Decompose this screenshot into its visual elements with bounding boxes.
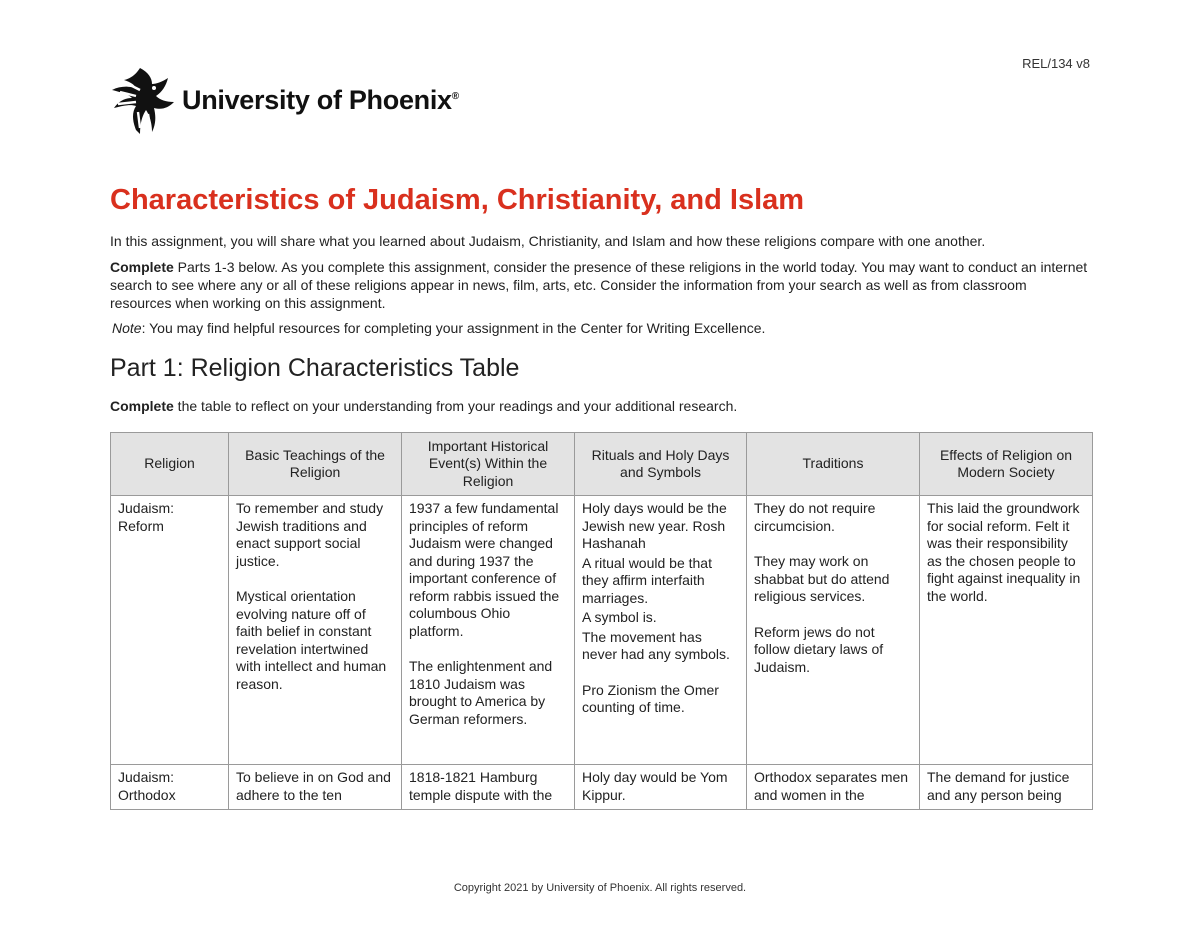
religion-characteristics-table <box>110 432 1093 810</box>
header-historical-events: Important Historical Event(s) Within the Religion <box>402 433 575 496</box>
cell-text: The enlightenment and 1810 Judaism was brought to America by German reformers. <box>409 658 553 727</box>
cell-traditions[interactable]: Orthodox separates men and women in the <box>747 765 920 810</box>
note-label: Note <box>112 320 142 336</box>
table-row <box>111 496 1093 765</box>
cell-effects[interactable]: The demand for justice and any person being <box>920 765 1093 810</box>
header-basic-teachings: Basic Teachings of the Religion <box>229 433 402 496</box>
cell-effects[interactable] <box>920 496 1093 765</box>
cell-rituals[interactable] <box>575 496 747 765</box>
header-rituals: Rituals and Holy Days and Symbols <box>575 433 747 496</box>
part1-heading: Part 1: Religion Characteristics Table <box>110 354 520 382</box>
cell-text: To remember and study Jewish traditions and enact support social justice. <box>236 500 384 569</box>
cell-history[interactable] <box>402 496 575 765</box>
cell-rituals[interactable]: Holy day would be Yom Kippur. <box>575 765 747 810</box>
header-religion: Religion <box>111 433 229 496</box>
logo-wordmark <box>182 85 459 116</box>
note-text: : You may find helpful resources for completing your assignment in the Center for Writing Excellence. <box>141 320 766 336</box>
phoenix-bird-icon <box>110 64 176 136</box>
cell-history[interactable]: 1818-1821 Hamburg temple dispute with the <box>402 765 575 810</box>
note-paragraph <box>112 319 1092 337</box>
table-header-row <box>111 433 1093 496</box>
cell-teachings[interactable] <box>229 496 402 765</box>
instructions-text: Parts 1-3 below. As you complete this assignment, consider the presence of these religions in the world today. You may want to conduct an internet search to see where any or all of these religions appear in news, film, arts, etc. Consider the information from your search as well as from classroom resources when working on this assignment. <box>110 259 1088 311</box>
cell-text: They may work on shabbat but do attend religious services. <box>754 553 890 604</box>
cell-text: A symbol is. <box>582 609 657 625</box>
page-title: Characteristics of Judaism, Christianity, and Islam <box>110 184 805 216</box>
cell-traditions[interactable] <box>747 496 920 765</box>
cell-text: The movement has never had any symbols. <box>582 628 730 662</box>
registered-mark: ® <box>451 90 459 102</box>
instructions-bold: Complete <box>110 259 174 275</box>
part1-instruction <box>110 397 1090 415</box>
part1-instruction-text: the table to reflect on your understanding from your readings and your additional research. <box>173 398 738 414</box>
cell-text: Holy days would be the Jewish new year. Rosh Hashanah <box>582 500 727 551</box>
instructions-paragraph <box>110 258 1090 312</box>
cell-text: This laid the groundwork for social reform. Felt it was their responsibility as the chosen people to fight against inequality in the world. <box>927 500 1081 604</box>
logo-text: University of Phoenix <box>182 84 452 115</box>
cell-religion[interactable]: Judaism: Orthodox <box>111 765 229 810</box>
cell-text: Mystical orientation evolving nature off of faith belief in constant revelation intertwined with intellect and human reason. <box>236 588 387 692</box>
course-code: REL/134 v8 <box>1022 56 1090 71</box>
university-logo <box>110 64 459 136</box>
header-traditions: Traditions <box>747 433 920 496</box>
intro-paragraph: In this assignment, you will share what you learned about Judaism, Christianity, and Islam and how these religions compare with one another. <box>110 233 986 249</box>
copyright-footer: Copyright 2021 by University of Phoenix. All rights reserved. <box>453 882 747 894</box>
cell-text: Pro Zionism the Omer counting of time. <box>582 681 719 715</box>
header-effects: Effects of Religion on Modern Society <box>920 433 1093 496</box>
table-row <box>111 765 1093 810</box>
cell-teachings[interactable]: To believe in on God and adhere to the ten <box>229 765 402 810</box>
cell-text: Reform jews do not follow dietary laws of Judaism. <box>754 623 884 675</box>
cell-text: A ritual would be that they affirm interfaith marriages. <box>582 554 712 606</box>
cell-religion[interactable]: Judaism: Reform <box>111 496 229 765</box>
part1-instruction-bold: Complete <box>110 398 174 414</box>
cell-text: They do not require circumcision. <box>754 500 876 534</box>
cell-text: 1937 a few fundamental principles of reform Judaism were changed and during 1937 the important conference of reform rabbis issued the columbous Ohio platform. <box>409 500 560 639</box>
